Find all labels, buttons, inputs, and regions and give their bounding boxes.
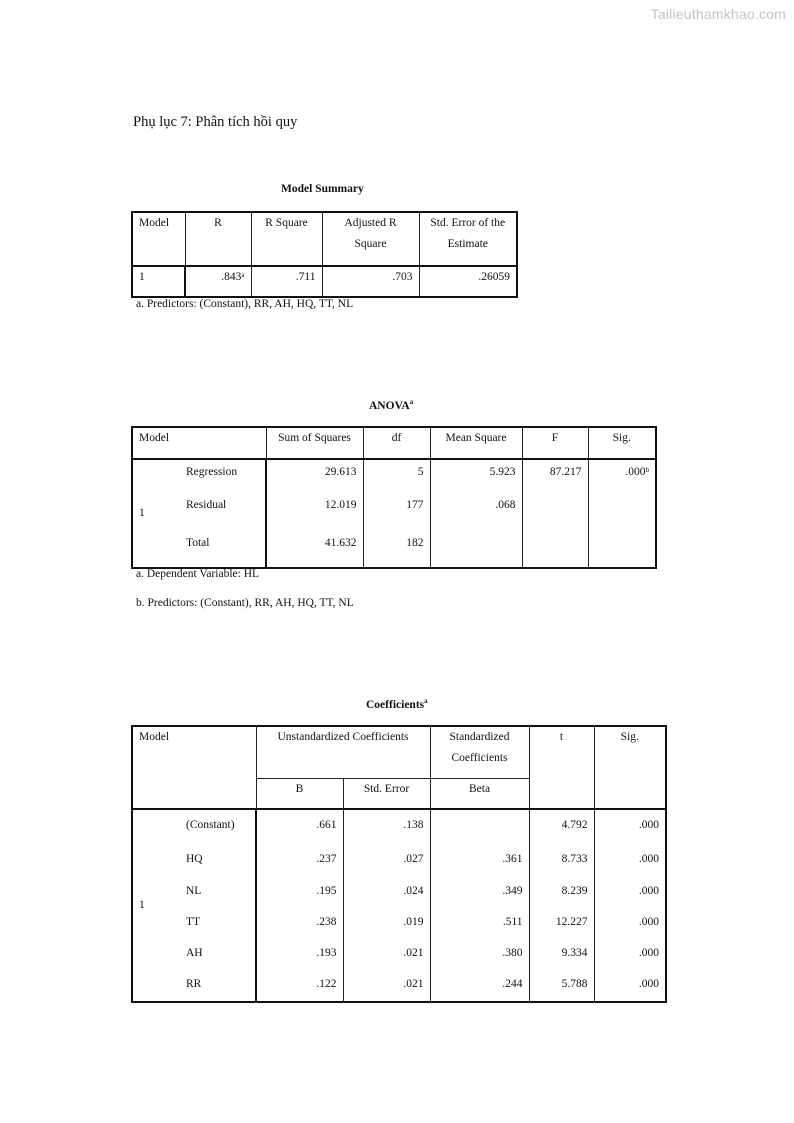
anova-regression-sum-sq: 29.613 (266, 459, 363, 495)
anova-residual-sum-sq: 12.019 (266, 495, 363, 531)
coef-nl-b: .195 (256, 876, 343, 907)
coef-header-std-error: Std. Error (343, 778, 430, 809)
coef-nl-se: .024 (343, 876, 430, 907)
coef-row-rr (132, 969, 666, 1002)
coef-row-nl (132, 876, 666, 907)
coefficients-table (131, 725, 667, 1003)
anova-residual-sig (588, 495, 656, 531)
cell-r (185, 266, 251, 297)
cell-std-error: .26059 (419, 266, 517, 297)
coef-rr-b: .122 (256, 969, 343, 1002)
coef-ah-b: .193 (256, 938, 343, 969)
coef-hq-b: .237 (256, 845, 343, 876)
anova-header-row (132, 427, 656, 459)
coef-label-constant: (Constant) (180, 809, 256, 845)
coef-row-hq (132, 845, 666, 876)
coef-tt-beta: .511 (430, 907, 529, 938)
model-summary-row (132, 266, 517, 297)
anova-regression-sig-value: .000 (625, 466, 646, 478)
anova-footnote-a: a. Dependent Variable: HL (136, 568, 260, 580)
coef-hq-t: 8.733 (529, 845, 594, 876)
anova-total-f (522, 531, 588, 568)
coef-hq-beta: .361 (430, 845, 529, 876)
coef-constant-se: .138 (343, 809, 430, 845)
coef-header-standardized: Standardized Coefficients (430, 726, 529, 778)
coef-header-t: t (529, 726, 594, 809)
watermark: Tailieuthamkhao.com (650, 6, 786, 22)
coefficients-title (366, 697, 428, 711)
coef-nl-t: 8.239 (529, 876, 594, 907)
coef-hq-sig: .000 (594, 845, 666, 876)
coef-header-beta: Beta (430, 778, 529, 809)
header-r-square: R Square (251, 212, 322, 266)
coef-header-sig: Sig. (594, 726, 666, 809)
anova-row-total (132, 531, 656, 568)
anova-title-text: ANOVA (369, 399, 410, 412)
model-summary-title: Model Summary (281, 183, 364, 195)
cell-model: 1 (132, 266, 185, 297)
appendix-title: Phụ lục 7: Phân tích hồi quy (133, 114, 298, 130)
coef-label-tt: TT (180, 907, 256, 938)
coef-nl-sig: .000 (594, 876, 666, 907)
anova-header-df: df (363, 427, 430, 459)
coef-hq-se: .027 (343, 845, 430, 876)
anova-model-number: 1 (132, 459, 180, 568)
anova-total-mean-sq (430, 531, 522, 568)
header-std-error: Std. Error of the Estimate (419, 212, 517, 266)
coef-header-unstandardized: Unstandardized Coefficients (256, 726, 430, 778)
anova-header-sig: Sig. (588, 427, 656, 459)
coef-rr-beta: .244 (430, 969, 529, 1002)
coef-constant-b: .661 (256, 809, 343, 845)
coef-nl-beta: .349 (430, 876, 529, 907)
coef-rr-t: 5.788 (529, 969, 594, 1002)
r-superscript: a (241, 271, 245, 279)
anova-residual-df: 177 (363, 495, 430, 531)
anova-title (369, 398, 413, 412)
cell-adjusted-r-square: .703 (322, 266, 419, 297)
header-model: Model (132, 212, 185, 266)
anova-footnote-b: b. Predictors: (Constant), RR, AH, HQ, TT, NL (136, 597, 354, 609)
anova-header-mean-square: Mean Square (430, 427, 522, 459)
coef-label-ah: AH (180, 938, 256, 969)
coef-rr-sig: .000 (594, 969, 666, 1002)
coef-model-number: 1 (132, 809, 180, 1002)
anova-regression-sig (588, 459, 656, 495)
anova-residual-mean-sq: .068 (430, 495, 522, 531)
anova-table (131, 426, 657, 569)
coef-label-nl: NL (180, 876, 256, 907)
anova-regression-f: 87.217 (522, 459, 588, 495)
coef-rr-se: .021 (343, 969, 430, 1002)
coef-row-constant (132, 809, 666, 845)
coef-ah-sig: .000 (594, 938, 666, 969)
coef-tt-se: .019 (343, 907, 430, 938)
model-summary-footnote: a. Predictors: (Constant), RR, AH, HQ, TT, NL (136, 298, 354, 310)
anova-row-regression (132, 459, 656, 495)
coef-constant-beta (430, 809, 529, 845)
anova-header-f: F (522, 427, 588, 459)
r-value: .843 (221, 271, 242, 283)
coef-row-tt (132, 907, 666, 938)
coef-tt-t: 12.227 (529, 907, 594, 938)
anova-regression-sig-superscript: b (645, 466, 649, 474)
header-adjusted-r-square: Adjusted R Square (322, 212, 419, 266)
anova-header-sum-of-squares: Sum of Squares (266, 427, 363, 459)
coef-row-ah (132, 938, 666, 969)
coef-header-model: Model (132, 726, 256, 809)
model-summary-header-row (132, 212, 517, 266)
coef-constant-sig: .000 (594, 809, 666, 845)
coef-label-hq: HQ (180, 845, 256, 876)
coef-constant-t: 4.792 (529, 809, 594, 845)
coef-header-b: B (256, 778, 343, 809)
anova-title-superscript: a (409, 398, 414, 406)
coef-ah-beta: .380 (430, 938, 529, 969)
anova-header-model: Model (132, 427, 266, 459)
coef-tt-b: .238 (256, 907, 343, 938)
anova-row-residual (132, 495, 656, 531)
anova-total-sum-sq: 41.632 (266, 531, 363, 568)
coef-tt-sig: .000 (594, 907, 666, 938)
coef-label-rr: RR (180, 969, 256, 1002)
anova-regression-mean-sq: 5.923 (430, 459, 522, 495)
coefficients-header-row-1 (132, 726, 666, 778)
coefficients-title-text: Coefficients (366, 698, 425, 711)
anova-total-df: 182 (363, 531, 430, 568)
anova-label-total: Total (180, 531, 266, 568)
anova-regression-df: 5 (363, 459, 430, 495)
anova-total-sig (588, 531, 656, 568)
header-r: R (185, 212, 251, 266)
coef-ah-se: .021 (343, 938, 430, 969)
coef-ah-t: 9.334 (529, 938, 594, 969)
cell-r-square: .711 (251, 266, 322, 297)
coefficients-title-superscript: a (424, 697, 428, 705)
anova-label-regression: Regression (180, 459, 266, 495)
model-summary-table (131, 211, 518, 298)
anova-label-residual: Residual (180, 495, 266, 531)
anova-residual-f (522, 495, 588, 531)
